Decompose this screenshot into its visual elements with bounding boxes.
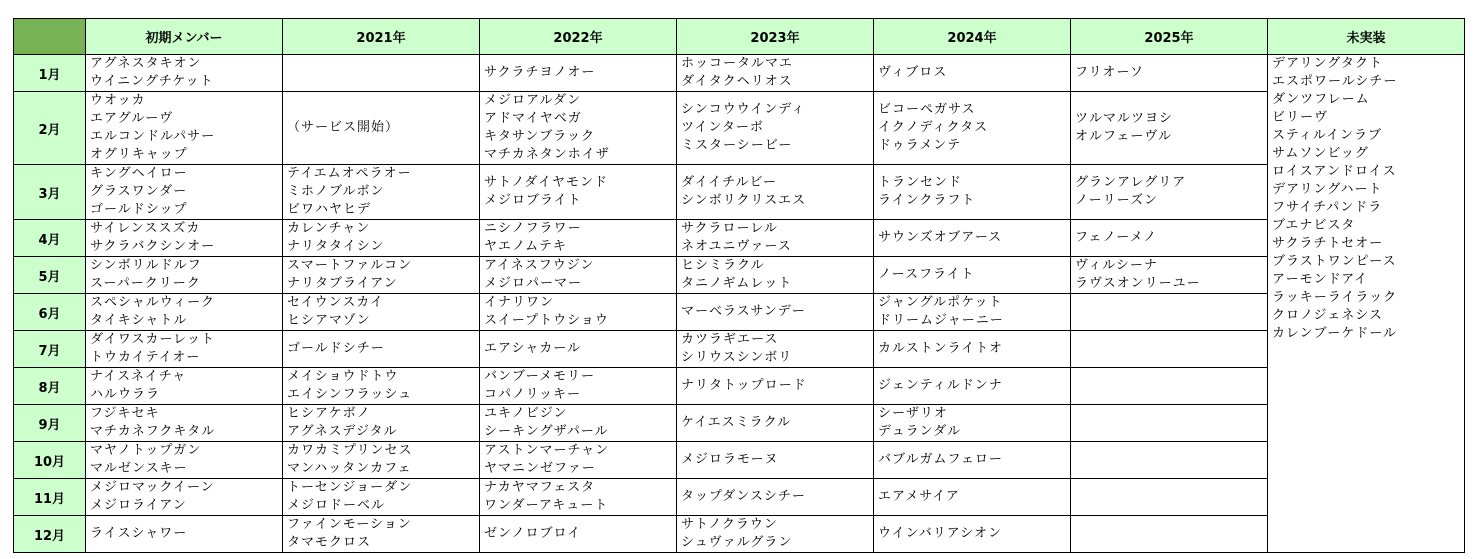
table-row: [14, 220, 1465, 257]
entry-name: トウカイテイオー: [90, 350, 201, 365]
cell-2021[interactable]: [283, 331, 480, 368]
entry-name: アグネスタキオン: [90, 56, 202, 71]
entry-name: ビリーヴ: [1272, 110, 1329, 125]
entry-name: ニシノフラワー: [484, 221, 582, 236]
entry-name: ダイワスカーレット: [90, 332, 215, 347]
entry-name: クロノジェネシス: [1272, 308, 1383, 323]
entry-name: エスポワールシチー: [1272, 74, 1398, 89]
cell-2025[interactable]: [1071, 257, 1268, 294]
entry-name: ナリタトップロード: [681, 378, 807, 393]
initial-members-cell[interactable]: [86, 165, 283, 220]
table-row: [14, 165, 1465, 220]
cell-2025[interactable]: [1071, 442, 1268, 479]
entry-name: シンボリクリスエス: [681, 193, 807, 208]
entry-name: ジェンティルドンナ: [878, 378, 1003, 393]
table-row: [14, 55, 1465, 92]
entry-name: バブルガムフェロー: [878, 452, 1003, 467]
initial-members-cell[interactable]: [86, 516, 283, 553]
cell-2021[interactable]: [283, 92, 480, 165]
entry-name: ナイスネイチャ: [90, 369, 187, 384]
month-label[interactable]: 9月: [14, 405, 86, 442]
entry-name: エアシャカール: [484, 341, 581, 356]
entry-name: グラスワンダー: [90, 184, 188, 199]
month-label[interactable]: 3月: [14, 165, 86, 220]
table-row: [14, 405, 1465, 442]
cell-2024[interactable]: [874, 331, 1071, 368]
entry-name: ラヴスオンリーユー: [1075, 276, 1201, 291]
cell-2023[interactable]: [677, 92, 874, 165]
table-row: [14, 92, 1465, 165]
entry-name: エアグルーヴ: [90, 111, 174, 126]
entry-name: ヴィブロス: [878, 65, 948, 80]
entry-name: アグネスデジタル: [287, 424, 398, 439]
header-2024[interactable]: 2024年: [874, 19, 1071, 55]
cell-2024[interactable]: [874, 442, 1071, 479]
cell-2021[interactable]: [283, 516, 480, 553]
entry-name: ダンツフレーム: [1272, 92, 1370, 107]
entry-name: シーザリオ: [878, 406, 948, 421]
entry-name: ノーリーズン: [1075, 193, 1158, 208]
cell-2022[interactable]: [480, 55, 677, 92]
cell-2025[interactable]: [1071, 479, 1268, 516]
entry-name: メジロライアン: [90, 498, 187, 513]
entry-name: サイレンススズカ: [90, 221, 201, 236]
entry-name: サウンズオブアース: [878, 230, 1003, 245]
entry-name: ナカヤマフェスタ: [484, 480, 596, 495]
cell-2021[interactable]: [283, 55, 480, 92]
entry-name: エアメサイア: [878, 489, 960, 504]
entry-name: ゴールドシップ: [90, 202, 188, 217]
entry-name: サクラバクシンオー: [90, 239, 216, 254]
entry-name: アドマイヤベガ: [484, 111, 582, 126]
table-row: [14, 479, 1465, 516]
entry-name: フェノーメノ: [1075, 230, 1158, 245]
entry-name: ラインクラフト: [878, 193, 976, 208]
cell-2025[interactable]: [1071, 220, 1268, 257]
entry-name: グランアレグリア: [1075, 175, 1187, 190]
entry-name: シンボリルドルフ: [90, 258, 202, 273]
entry-name: サトノダイヤモンド: [484, 175, 609, 190]
cell-2023[interactable]: [677, 331, 874, 368]
entry-name: タマモクロス: [287, 535, 372, 550]
entry-name: サムソンビッグ: [1272, 146, 1369, 161]
entry-name: マルゼンスキー: [90, 461, 188, 476]
entry-name: スイープトウショウ: [484, 313, 609, 328]
cell-2025[interactable]: [1071, 405, 1268, 442]
entry-name: ハルウララ: [90, 387, 161, 402]
cell-2024[interactable]: [874, 368, 1071, 405]
entry-name: シンコウウインディ: [681, 102, 806, 117]
entry-name: イナリワン: [484, 295, 555, 310]
entry-name: オグリキャップ: [90, 147, 188, 162]
entry-name: バンブーメモリー: [484, 369, 595, 384]
entry-name: デアリングハート: [1272, 182, 1383, 197]
cell-2021[interactable]: [283, 294, 480, 331]
initial-members-cell[interactable]: [86, 55, 283, 92]
table-row: [14, 442, 1465, 479]
entry-name: ビコーペガサス: [878, 102, 976, 117]
entry-name: ネオユニヴァース: [681, 239, 792, 254]
cell-2024[interactable]: [874, 479, 1071, 516]
initial-members-cell[interactable]: [86, 294, 283, 331]
entry-name: ツルマルツヨシ: [1075, 111, 1174, 126]
entry-name: イクノディクタス: [878, 120, 989, 135]
entry-name: （サービス開始）: [287, 120, 400, 135]
entry-name: セイウンスカイ: [287, 295, 384, 310]
entry-name: メジロラモーヌ: [681, 452, 779, 467]
entry-name: ワンダーアキュート: [484, 498, 609, 513]
month-label[interactable]: 7月: [14, 331, 86, 368]
entry-name: キングヘイロー: [90, 166, 188, 181]
initial-members-cell[interactable]: [86, 331, 283, 368]
entry-name: マチカネフクキタル: [90, 424, 216, 439]
cell-2022[interactable]: [480, 479, 677, 516]
entry-name: メジロアルダン: [484, 93, 582, 108]
cell-2022[interactable]: [480, 442, 677, 479]
entry-name: エイシンフラッシュ: [287, 387, 413, 402]
cell-2025[interactable]: [1071, 368, 1268, 405]
entry-name: カレンブーケドール: [1272, 326, 1398, 341]
cell-2023[interactable]: [677, 294, 874, 331]
entry-name: デアリングタクト: [1272, 56, 1383, 71]
initial-members-cell[interactable]: [86, 479, 283, 516]
entry-name: ヤマニンゼファー: [484, 461, 596, 476]
entry-name: マンハッタンカフェ: [287, 461, 412, 476]
entry-name: ヤエノムテキ: [484, 239, 567, 254]
entry-name: デュランダル: [878, 424, 962, 439]
entry-name: サクラローレル: [681, 221, 778, 236]
entry-name: ドリームジャーニー: [878, 313, 1004, 328]
header-2025[interactable]: 2025年: [1071, 19, 1268, 55]
entry-name: カレンチャン: [287, 221, 371, 236]
cell-2021[interactable]: [283, 479, 480, 516]
entry-name: アーモンドアイ: [1272, 272, 1369, 287]
table-row: [14, 368, 1465, 405]
cell-2025[interactable]: [1071, 331, 1268, 368]
entry-name: メジロパーマー: [484, 276, 583, 291]
entry-name: シュヴァルグラン: [681, 535, 793, 550]
entry-name: ウイニングチケット: [90, 74, 214, 89]
release-schedule-table: [13, 18, 1465, 553]
header-2022[interactable]: 2022年: [480, 19, 677, 55]
entry-name: エルコンドルパサー: [90, 129, 216, 144]
entry-name: シーキングザパール: [484, 424, 609, 439]
entry-name: ゴールドシチー: [287, 341, 385, 356]
entry-name: シリウスシンボリ: [681, 350, 793, 365]
cell-2022[interactable]: [480, 331, 677, 368]
entry-name: ヒシアマゾン: [287, 313, 371, 328]
entry-name: マチカネタンホイザ: [484, 147, 610, 162]
month-label[interactable]: 8月: [14, 368, 86, 405]
cell-2024[interactable]: [874, 165, 1071, 220]
entry-name: ファインモーション: [287, 517, 412, 532]
entry-name: ウインバリアシオン: [878, 526, 1003, 541]
cell-2023[interactable]: [677, 165, 874, 220]
entry-name: タップダンスシチー: [681, 489, 806, 504]
cell-2023[interactable]: [677, 368, 874, 405]
header-row: [14, 19, 1465, 55]
entry-name: ヒシミラクル: [681, 258, 765, 273]
entry-name: ドゥラメンテ: [878, 138, 962, 153]
entry-name: メジロマックイーン: [90, 480, 215, 495]
cell-2025[interactable]: [1071, 92, 1268, 165]
entry-name: タイキシャトル: [90, 313, 188, 328]
header-2021[interactable]: 2021年: [283, 19, 480, 55]
cell-2022[interactable]: [480, 220, 677, 257]
entry-name: ミスターシービー: [681, 138, 793, 153]
entry-name: サクラチトセオー: [1272, 236, 1384, 251]
cell-2024[interactable]: [874, 516, 1071, 553]
entry-name: ヴィルシーナ: [1075, 258, 1158, 273]
entry-name: フジキセキ: [90, 406, 160, 421]
header-corner[interactable]: [14, 19, 86, 55]
entry-name: アストンマーチャン: [484, 443, 610, 458]
entry-name: カワカミプリンセス: [287, 443, 413, 458]
entry-name: ヒシアケボノ: [287, 406, 371, 421]
entry-name: ジャングルポケット: [878, 295, 1003, 310]
cell-2024[interactable]: [874, 294, 1071, 331]
entry-name: ナリタブライアン: [287, 276, 398, 291]
entry-name: ダイタクヘリオス: [681, 74, 793, 89]
entry-name: トランセンド: [878, 175, 963, 190]
cell-2021[interactable]: [283, 368, 480, 405]
table-row: [14, 257, 1465, 294]
entry-name: ラッキーライラック: [1272, 290, 1398, 305]
cell-2022[interactable]: [480, 405, 677, 442]
entry-name: ダイイチルビー: [681, 175, 777, 190]
entry-name: ノースフライト: [878, 267, 975, 282]
month-label[interactable]: 6月: [14, 294, 86, 331]
initial-members-cell[interactable]: [86, 257, 283, 294]
cell-2023[interactable]: [677, 479, 874, 516]
entry-name: ビワハヤヒデ: [287, 202, 372, 217]
entry-name: スティルインラブ: [1272, 128, 1383, 143]
entry-name: メイショウドトウ: [287, 369, 399, 384]
cell-2022[interactable]: [480, 92, 677, 165]
month-label[interactable]: 12月: [14, 516, 86, 553]
cell-2024[interactable]: [874, 220, 1071, 257]
table-row: [14, 294, 1465, 331]
entry-name: カツラギエース: [681, 332, 779, 347]
entry-name: ブラストワンピース: [1272, 254, 1397, 269]
table-row: [14, 516, 1465, 553]
entry-name: アイネスフウジン: [484, 258, 595, 273]
cell-2023[interactable]: [677, 257, 874, 294]
entry-name: スーパークリーク: [90, 276, 201, 291]
cell-2024[interactable]: [874, 92, 1071, 165]
entry-name: オルフェーヴル: [1075, 129, 1172, 144]
cell-2023[interactable]: [677, 516, 874, 553]
entry-name: キタサンブラック: [484, 129, 595, 144]
cell-2021[interactable]: [283, 257, 480, 294]
entry-name: ウオッカ: [90, 93, 146, 108]
cell-2025[interactable]: [1071, 55, 1268, 92]
cell-2021[interactable]: [283, 165, 480, 220]
month-label[interactable]: 11月: [14, 479, 86, 516]
entry-name: ユキノビジン: [484, 406, 568, 421]
header-unreleased[interactable]: 未実装: [1268, 19, 1465, 55]
cell-2022[interactable]: [480, 257, 677, 294]
cell-2024[interactable]: [874, 405, 1071, 442]
entry-name: スマートファルコン: [287, 258, 413, 273]
cell-2023[interactable]: [677, 220, 874, 257]
entry-name: ナリタタイシン: [287, 239, 385, 254]
cell-2024[interactable]: [874, 257, 1071, 294]
cell-2025[interactable]: [1071, 516, 1268, 553]
entry-name: スペシャルウィーク: [90, 295, 215, 310]
cell-2021[interactable]: [283, 220, 480, 257]
table-row: [14, 331, 1465, 368]
entry-name: ゼンノロブロイ: [484, 526, 582, 541]
header-2023[interactable]: 2023年: [677, 19, 874, 55]
entry-name: ケイエスミラクル: [681, 415, 792, 430]
initial-members-cell[interactable]: [86, 92, 283, 165]
cell-2022[interactable]: [480, 516, 677, 553]
month-label[interactable]: 5月: [14, 257, 86, 294]
entry-name: コパノリッキー: [484, 387, 581, 402]
entry-name: メジロドーベル: [287, 498, 386, 513]
cell-2022[interactable]: [480, 165, 677, 220]
month-label[interactable]: 10月: [14, 442, 86, 479]
entry-name: ミホノブルボン: [287, 184, 385, 199]
cell-2023[interactable]: [677, 442, 874, 479]
entry-name: フリオーソ: [1075, 65, 1144, 80]
entry-name: サクラチヨノオー: [484, 65, 596, 80]
cell-2021[interactable]: [283, 442, 480, 479]
entry-name: マーベラスサンデー: [681, 304, 806, 319]
entry-name: メジロブライト: [484, 193, 582, 208]
entry-name: タニノギムレット: [681, 276, 793, 291]
month-label[interactable]: 1月: [14, 55, 86, 92]
entry-name: マヤノトップガン: [90, 443, 202, 458]
entry-name: フサイチパンドラ: [1272, 200, 1383, 215]
cell-2025[interactable]: [1071, 165, 1268, 220]
entry-name: ホッコータルマエ: [681, 56, 794, 71]
header-initial-members[interactable]: 初期メンバー: [86, 19, 283, 55]
entry-name: テイエムオペラオー: [287, 166, 412, 181]
entry-name: カルストンライトオ: [878, 341, 1003, 356]
entry-name: トーセンジョーダン: [287, 480, 413, 495]
entry-name: サトノクラウン: [681, 517, 778, 532]
initial-members-cell[interactable]: [86, 405, 283, 442]
cell-2023[interactable]: [677, 55, 874, 92]
month-label[interactable]: 2月: [14, 92, 86, 165]
cell-2023[interactable]: [677, 405, 874, 442]
entry-name: ブエナビスタ: [1272, 218, 1356, 233]
cell-2022[interactable]: [480, 368, 677, 405]
unreleased-cell[interactable]: [1268, 55, 1465, 553]
initial-members-cell[interactable]: [86, 442, 283, 479]
initial-members-cell[interactable]: [86, 368, 283, 405]
cell-2025[interactable]: [1071, 294, 1268, 331]
entry-name: ライスシャワー: [90, 526, 188, 541]
cell-2024[interactable]: [874, 55, 1071, 92]
initial-members-cell[interactable]: [86, 220, 283, 257]
month-label[interactable]: 4月: [14, 220, 86, 257]
entry-name: ツインターボ: [681, 120, 764, 135]
entry-name: ロイスアンドロイス: [1272, 164, 1397, 179]
cell-2021[interactable]: [283, 405, 480, 442]
cell-2022[interactable]: [480, 294, 677, 331]
